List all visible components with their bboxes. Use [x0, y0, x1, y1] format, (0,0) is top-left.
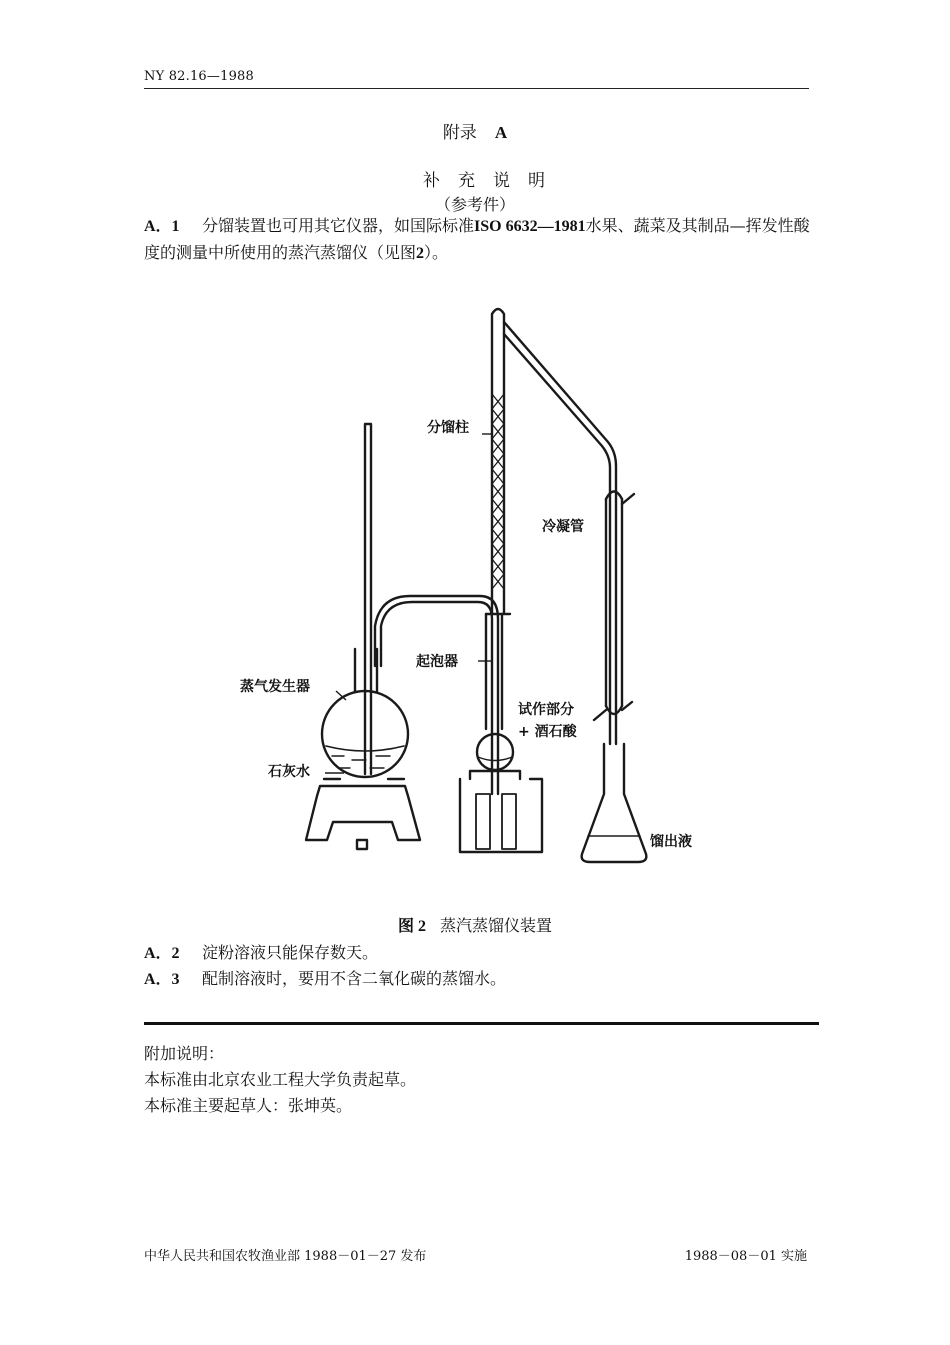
item-number: A．3	[144, 971, 180, 988]
appendix-title-prefix: 附录	[442, 123, 477, 143]
header-rule	[144, 88, 809, 89]
distillation-apparatus-figure	[220, 274, 725, 904]
label-bubbler: 起泡器	[416, 654, 458, 670]
footer-issued: 中华人民共和国农牧渔业部 1988－01－27 发布	[144, 1249, 427, 1264]
label-tartaric-acid: + 酒石酸	[518, 724, 577, 740]
figure-caption	[0, 913, 950, 936]
notes-line-1: 本标准由北京农业工程大学负责起草。	[144, 1070, 417, 1089]
paragraph-a2	[144, 940, 378, 963]
figure-caption-text: 蒸汽蒸馏仪装置	[440, 916, 553, 935]
notes-heading: 附加说明：	[144, 1044, 225, 1063]
item-number: A．2	[144, 945, 180, 962]
footer-effective: 1988－08－01 实施	[684, 1249, 807, 1264]
figure-ref: 2	[416, 245, 425, 262]
item-text: 配制溶液时，要用不含二氧化碳的蒸馏水。	[202, 969, 507, 988]
figure-caption-number: 图 2	[397, 918, 426, 935]
appendix-reference: （参考件）	[434, 195, 515, 214]
item-number: A．1	[144, 218, 180, 235]
appendix-subtitle: 补充说明	[423, 171, 563, 191]
appendix-title	[0, 118, 950, 143]
label-condenser: 冷凝管	[542, 519, 584, 535]
notes-line-2: 本标准主要起草人：张坤英。	[144, 1096, 353, 1115]
label-steam-generator: 蒸气发生器	[240, 679, 310, 695]
item-text: 淀粉溶液只能保存数天。	[202, 943, 379, 962]
label-limewater: 石灰水	[268, 764, 310, 780]
item-text: 水果、蔬菜及其制品—挥发性酸度的测量中所使用的蒸汽蒸馏仪（见图	[144, 216, 810, 262]
header-code: NY 82.16—1988	[144, 69, 254, 84]
item-text: ）。	[424, 243, 449, 262]
label-fractionating-column: 分馏柱	[427, 420, 469, 436]
section-rule	[144, 1022, 819, 1025]
standard-ref: ISO 6632—1981	[474, 218, 586, 235]
paragraph-a3	[144, 966, 506, 989]
item-text: 分馏装置也可用其它仪器，如国际标准	[202, 216, 475, 235]
paragraph-a1	[144, 213, 812, 267]
label-distillate: 馏出液	[650, 834, 692, 850]
appendix-title-letter: A	[494, 123, 508, 142]
label-sample-portion: 试作部分	[518, 702, 574, 718]
